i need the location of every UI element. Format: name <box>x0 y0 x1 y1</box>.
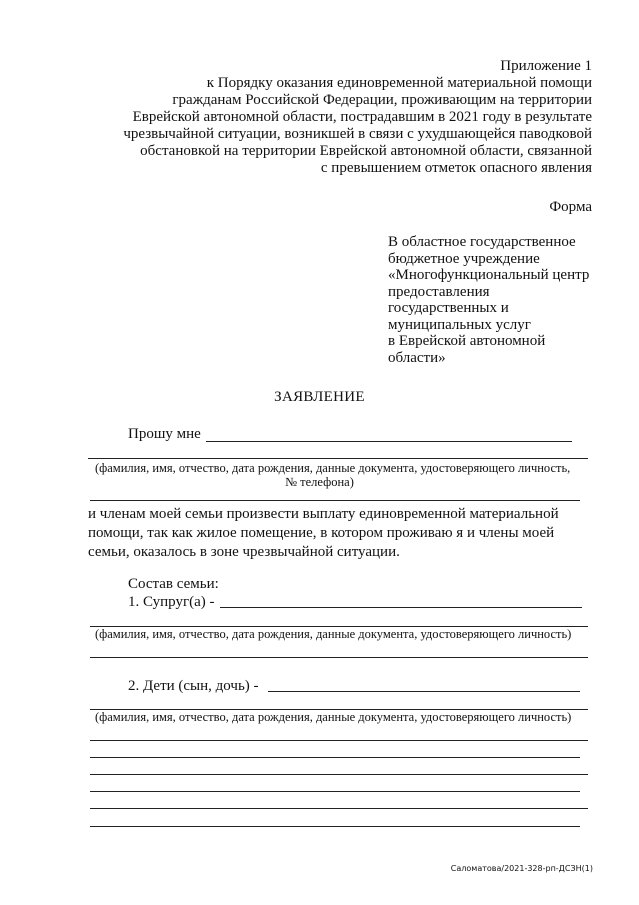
appendix-line: с превышением отметок опасного явления <box>320 160 592 176</box>
appendix-line: чрезвычайной ситуации, возникшей в связи с ухудшающейся паводковой <box>123 126 592 142</box>
appendix-line: Приложение 1 <box>500 58 592 74</box>
appendix-line: к Порядку оказания единовременной материальной помощи <box>206 75 592 91</box>
applicant-label: Прошу мне <box>128 426 201 442</box>
spouse-hint: (фамилия, имя, отчество, дата рождения, данные документа, удостоверяющего личность) <box>95 627 572 641</box>
children-fill-line[interactable] <box>90 808 588 809</box>
applicant-fill-line[interactable] <box>206 441 572 442</box>
appendix-line: гражданам Российской Федерации, проживающим на территории <box>172 92 592 108</box>
addressee-block <box>388 234 589 366</box>
applicant-hint: (фамилия, имя, отчество, дата рождения, данные документа, удостоверяющего личность, <box>95 461 571 475</box>
addressee-line: муниципальных услуг <box>388 316 531 333</box>
children-fill-line[interactable] <box>90 740 588 741</box>
request-line: и членам моей семьи произвести выплату единовременной материальной <box>88 506 559 522</box>
children-fill-line[interactable] <box>268 691 580 692</box>
request-paragraph <box>88 505 592 562</box>
children-fill-line[interactable] <box>90 774 588 775</box>
addressee-line: в Еврейской автономной <box>388 333 546 349</box>
children-label: 2. Дети (сын, дочь) - <box>128 678 259 694</box>
family-heading: Состав семьи: <box>128 576 219 592</box>
applicant-hint: № телефона) <box>285 475 354 489</box>
appendix-line: обстановкой на территории Еврейской автономной области, связанной <box>140 143 592 159</box>
form-label: Форма <box>549 199 592 215</box>
addressee-line: области» <box>388 349 446 366</box>
children-hint: (фамилия, имя, отчество, дата рождения, данные документа, удостоверяющего личность) <box>95 710 572 724</box>
appendix-line: Еврейской автономной области, пострадавшим в 2021 году в результате <box>132 109 592 125</box>
addressee-line: «Многофункциональный центр <box>388 267 590 283</box>
addressee-line: государственных и <box>388 300 509 316</box>
applicant-fill-line[interactable] <box>90 500 580 501</box>
spouse-label: 1. Супруг(а) - <box>128 594 215 610</box>
children-fill-line[interactable] <box>90 826 580 827</box>
addressee-line: В областное государственное <box>388 234 576 250</box>
appendix-header <box>72 58 592 177</box>
request-line: помощи, так как жилое помещение, в котором проживаю я и члены моей <box>88 525 555 541</box>
footer-code: Саломатова/2021-328-рп-ДСЗН(1) <box>450 864 593 873</box>
spouse-fill-line[interactable] <box>90 657 588 658</box>
request-line: семьи, оказалось в зоне чрезвычайной ситуации. <box>88 544 400 560</box>
spouse-fill-line[interactable] <box>220 607 582 608</box>
children-fill-line[interactable] <box>90 757 580 758</box>
addressee-line: бюджетное учреждение <box>388 250 540 267</box>
document-title: ЗАЯВЛЕНИЕ <box>274 389 365 405</box>
addressee-line: предоставления <box>388 283 490 300</box>
children-fill-line[interactable] <box>90 791 580 792</box>
applicant-fill-line[interactable] <box>88 458 588 459</box>
